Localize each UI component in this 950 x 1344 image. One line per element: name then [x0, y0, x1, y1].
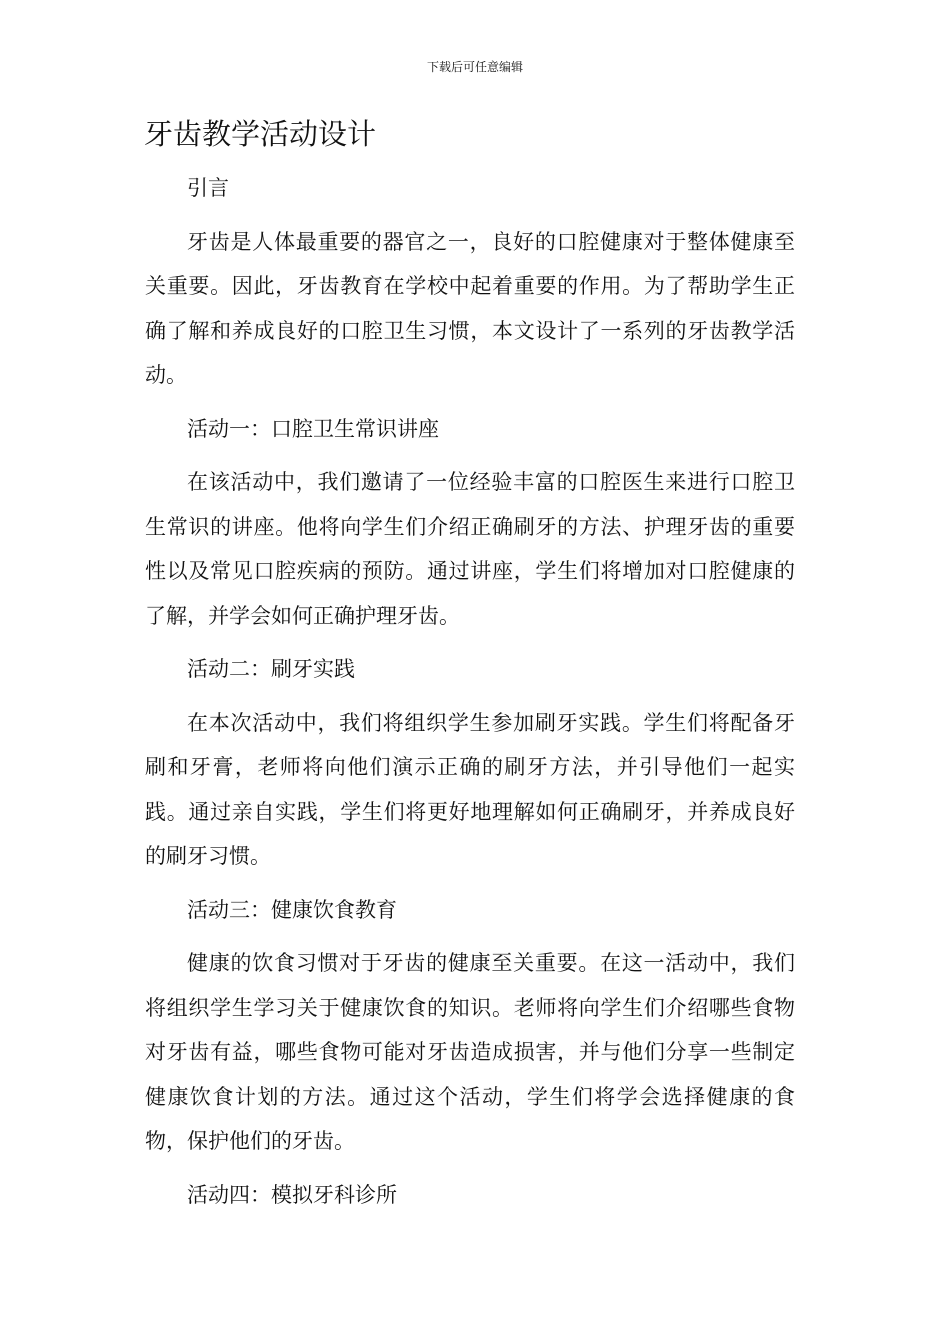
document-title: 牙齿教学活动设计 — [144, 117, 377, 151]
activity-3-paragraph: 健康的饮食习惯对于牙齿的健康至关重要。在这一活动中，我们将组织学生学习关于健康饮食的知识。老师将向学生们介绍哪些食物对牙齿有益，哪些食物可能对牙齿造成损害，并与他们分享一些制定健康饮食计划的方法。通过这个活动，学生们将学会选择健康的食物，保护他们的牙齿。 — [145, 951, 795, 1153]
activity-1-heading: 活动一：口腔卫生常识讲座 — [187, 416, 439, 441]
intro-paragraph: 牙齿是人体最重要的器官之一，良好的口腔健康对于整体健康至关重要。因此，牙齿教育在学校中起着重要的作用。为了帮助学生正确了解和养成良好的口腔卫生习惯，本文设计了一系列的牙齿教学活动。 — [145, 229, 795, 387]
activity-3-heading: 活动三：健康饮食教育 — [187, 897, 397, 922]
activity-1-paragraph: 在该活动中，我们邀请了一位经验丰富的口腔医生来进行口腔卫生常识的讲座。他将向学生们介绍正确刷牙的方法、护理牙齿的重要性以及常见口腔疾病的预防。通过讲座，学生们将增加对口腔健康的了解，并学会如何正确护理牙齿。 — [145, 470, 795, 628]
header-note: 下载后可任意编辑 — [426, 60, 523, 74]
activity-2-paragraph: 在本次活动中，我们将组织学生参加刷牙实践。学生们将配备牙刷和牙膏，老师将向他们演示正确的刷牙方法，并引导他们一起实践。通过亲自实践，学生们将更好地理解如何正确刷牙，并养成良好的刷牙习惯。 — [145, 710, 795, 868]
activity-2-heading: 活动二：刷牙实践 — [187, 657, 355, 681]
intro-heading: 引言 — [187, 176, 229, 200]
activity-4-heading: 活动四：模拟牙科诊所 — [187, 1182, 397, 1207]
document-body — [145, 166, 795, 1226]
